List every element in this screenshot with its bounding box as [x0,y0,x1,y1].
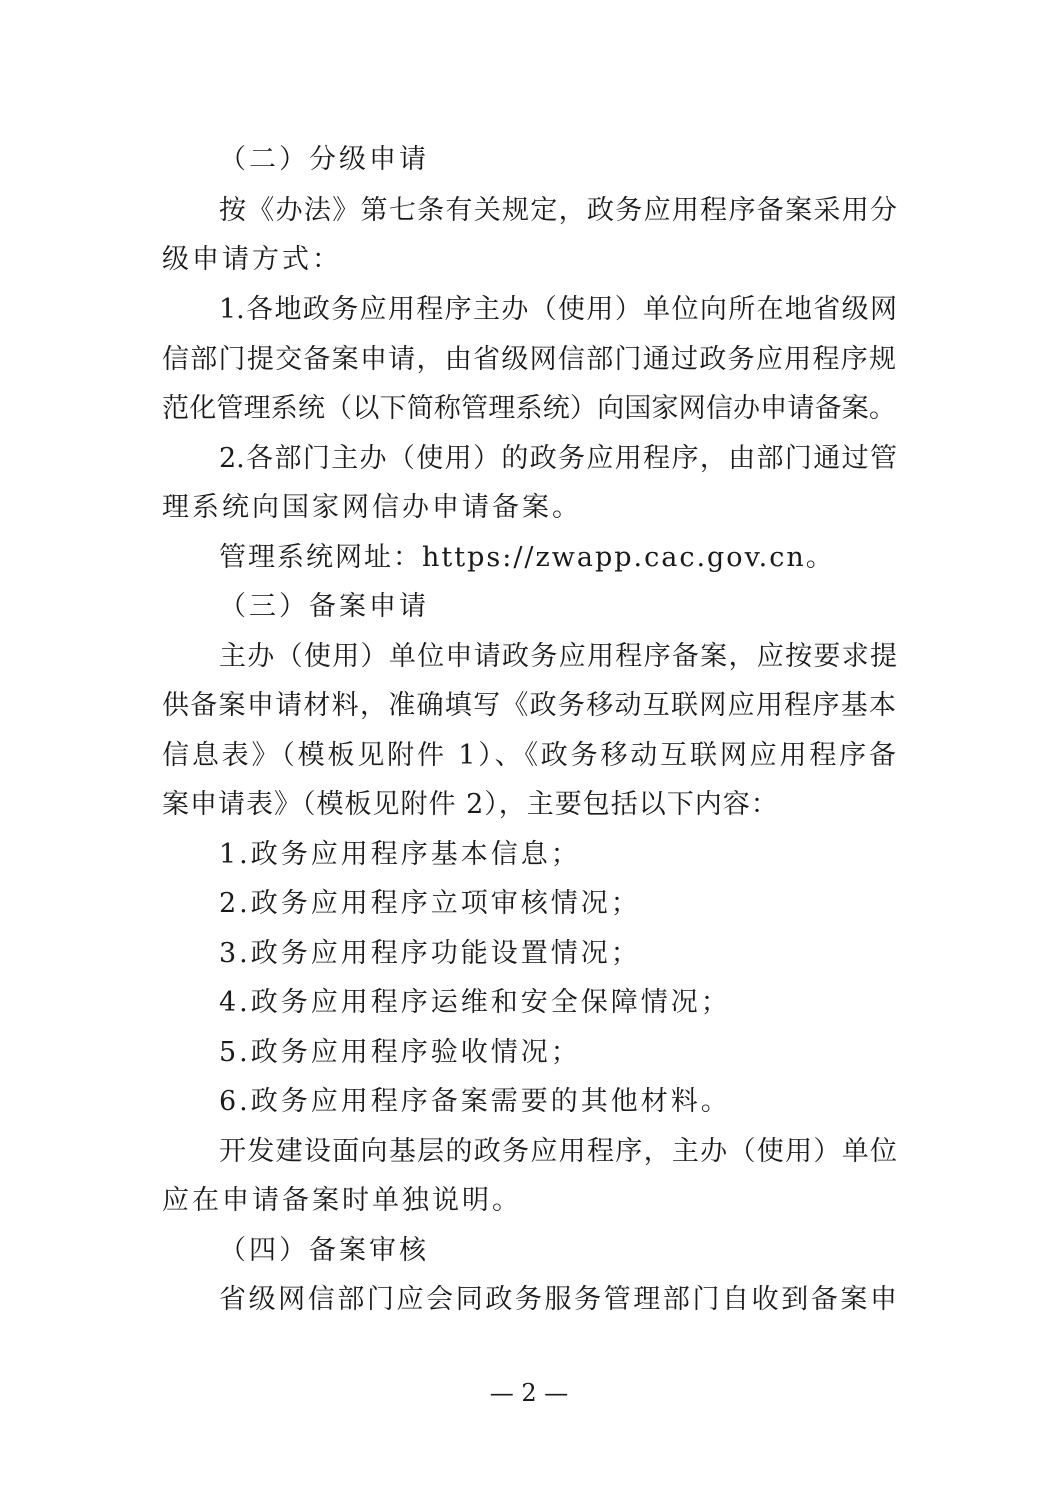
paragraph-line-url: 管理系统网址：https://zwapp.cac.gov.cn。 [219,542,835,573]
paragraph-line: 开发建设面向基层的政务应用程序，主办（使用）单位 [219,1136,897,1167]
paragraph-line: 供备案申请材料，准确填写《政务移动互联网应用程序基本 [162,690,896,721]
list-item: 3.政务应用程序功能设置情况； [219,938,641,969]
paragraph-line: 按《办法》第七条有关规定，政务应用程序备案采用分 [219,195,897,226]
list-item: 4.政务应用程序运维和安全保障情况； [219,987,731,1018]
paragraph-line: 省级网信部门应会同政务服务管理部门自收到备案申 [219,1284,897,1315]
list-item: 2.政务应用程序立项审核情况； [219,888,641,919]
page-number: — 2 — [489,1379,569,1407]
list-item: 6.政务应用程序备案需要的其他材料。 [219,1086,731,1117]
paragraph-line: 理系统向国家网信办申请备案。 [162,492,582,523]
list-item: 5.政务应用程序验收情况； [219,1037,581,1068]
paragraph-line: 应在申请备案时单独说明。 [162,1185,522,1216]
paragraph-line: 信部门提交备案申请，由省级网信部门通过政务应用程序规 [162,344,896,375]
paragraph-line: 信息表》（模板见附件 1）、《政务移动互联网应用程序备 [162,740,896,771]
paragraph-line: 2.各部门主办（使用）的政务应用程序，由部门通过管 [219,443,897,474]
paragraph-line: 范化管理系统（以下简称管理系统）向国家网信办申请备案。 [162,393,896,424]
paragraph-line: 级申请方式： [162,244,342,275]
section-heading-3: （三）备案申请 [219,591,429,622]
list-item: 1.政务应用程序基本信息； [219,839,581,870]
paragraph-line: 主办（使用）单位申请政务应用程序备案，应按要求提 [219,641,897,672]
paragraph-line: 1.各地政务应用程序主办（使用）单位向所在地省级网 [219,294,897,325]
paragraph-line: 案申请表》（模板见附件 2），主要包括以下内容： [162,789,779,820]
section-heading-4: （四）备案审核 [219,1235,429,1266]
section-heading-2: （二）分级申请 [219,144,429,175]
